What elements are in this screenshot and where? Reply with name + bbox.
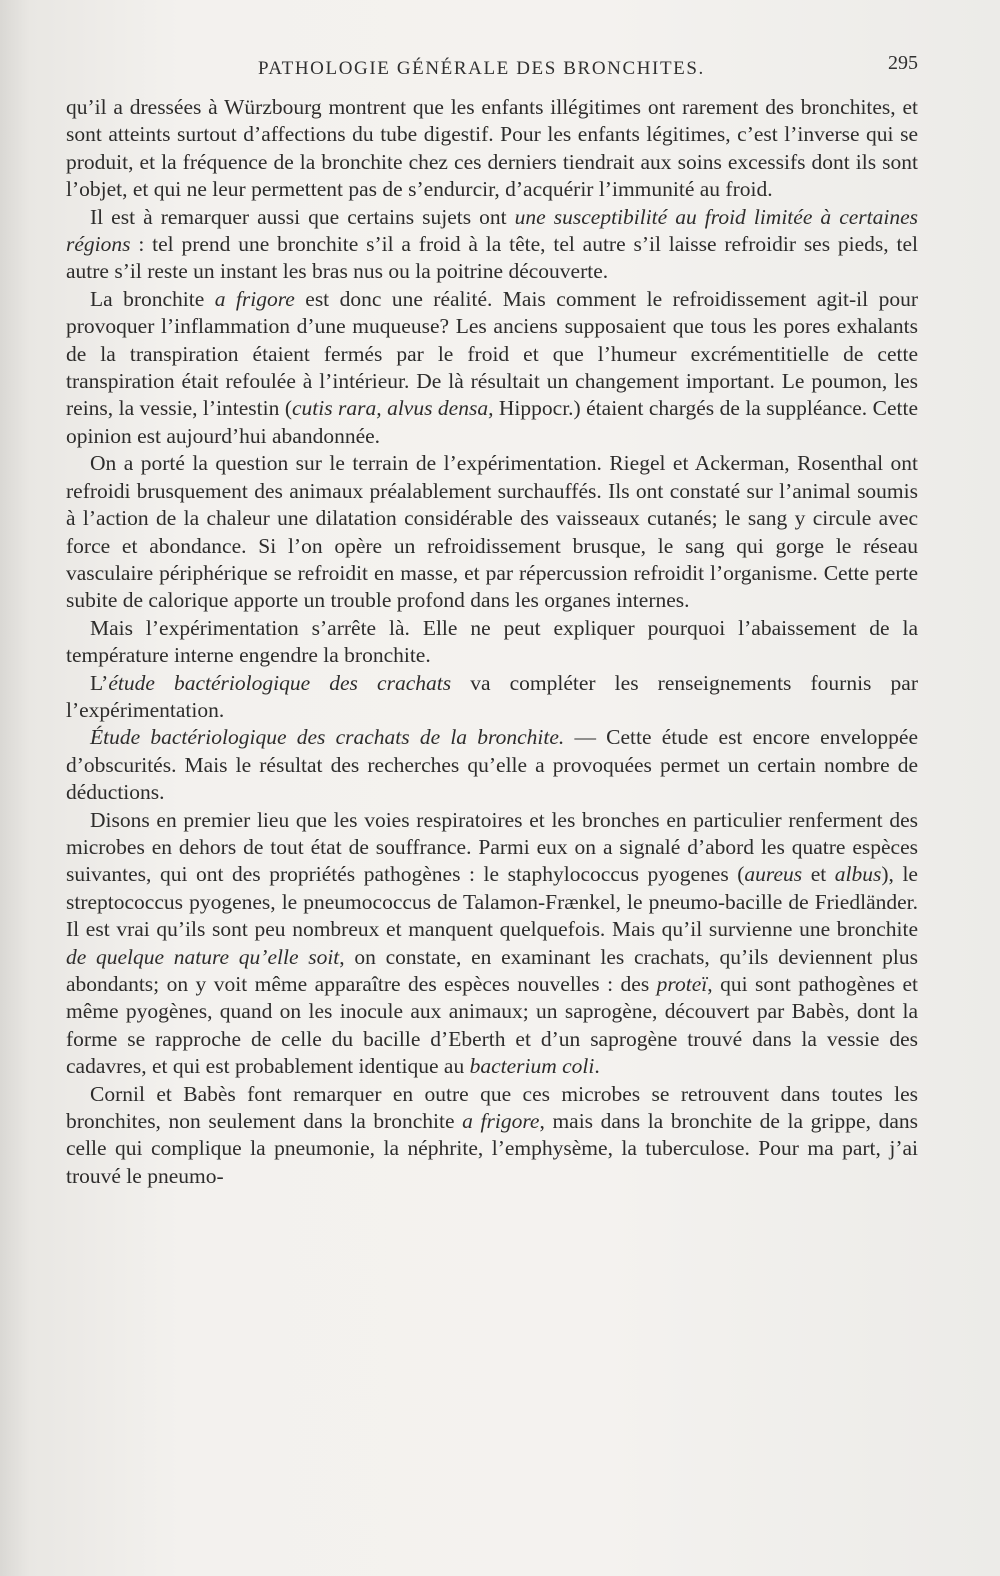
text-run: Il est à remarquer aussi que certains sujets ont: [90, 204, 515, 229]
text-run: On a porté la question sur le terrain de l’expérimentation. Riegel et Ackerman, Rosenthal ont refroidi brusquement des animaux préalablement surchauffés. Ils ont constaté sur l’animal soumis à l’action de la chaleur une dilatation considérable des vaisseaux cutanés; le sang y circule avec force et abondance. Si l’on opère un refroidissement brusque, le sang qui gorge le réseau vasculaire périphérique se refroidit en masse, et par répercussion refroidit l’organisme. Cette perte subite de calorique apporte un trouble profond dans les organes internes.: [66, 451, 918, 613]
text-run: Hippocr.) étaient chargés de la suppléance. Cette opinion est aujourd’hui abandonnée.: [66, 396, 918, 448]
text-run: Mais l’expérimentation s’arrête là. Elle ne peut expliquer pourquoi l’abaissement de la température interne engendre la bronchite.: [66, 615, 918, 668]
page-header: [66, 46, 918, 80]
italic-text: de quelque nature qu’elle soit: [66, 944, 340, 969]
text-run: — Cette étude est encore enveloppée d’obscurités. Mais le résultat des recherches qu’elle a provoquées permet un certain nombre de déductions.: [66, 725, 919, 805]
italic-text: a frigore: [214, 286, 295, 311]
paragraph: [66, 615, 918, 670]
text-run: : tel prend une bronchite s’il a froid à la tête, tel autre s’il laisse refroidir ses pieds, tel autre s’il reste un instant les bras nus ou la poitrine découverte.: [66, 232, 918, 284]
paragraph: [66, 670, 918, 725]
text-run: va compléter les renseignements fournis par l’expérimentation.: [66, 670, 918, 722]
text-run: , on constate, en examinant les crachats, qu’ils deviennent plus abondants; on y voit même apparaître des espèces nouvelles : des: [66, 944, 918, 996]
running-title: PATHOLOGIE GÉNÉRALE DES BRONCHITES.: [258, 58, 705, 79]
text-run: qu’il a dressées à Würzbourg montrent que les enfants illégitimes ont rarement des bronchites, et sont atteints surtout d’affections du tube digestif. Pour les enfants légitimes, c’est l’inverse qui se produit, et la fréquence de la bronchite chez ces derniers tiendrait aux soins excessifs dont ils sont l’objet, et qui ne leur permettent pas de s’endurcir, d’acquérir l’immunité au froid.: [66, 95, 918, 202]
text-run: .: [594, 1054, 600, 1079]
text-run: Disons en premier lieu que les voies respiratoires et les bronches en particulier renferment des microbes en dehors de tout état de souffrance. Parmi eux on a signalé d’abord les quatre espèces suivantes, qui ont des propriétés pathogènes : le staphylococcus pyogenes (: [66, 807, 918, 887]
paragraph: [66, 94, 918, 204]
paragraph: [66, 450, 918, 614]
italic-text: bacterium coli: [469, 1054, 595, 1079]
text-run: et: [802, 862, 835, 887]
italic-text: proteï: [656, 972, 708, 996]
text-run: ), le streptococcus pyogenes, le pneumococcus de Talamon-Frænkel, le pneumo-bacille de Friedländer. Il est vrai qu’ils sont peu nombreux et manquent quelquefois. Mais qu’il survienne une bronchite: [66, 862, 918, 942]
italic-text: albus: [834, 862, 882, 887]
text-run: L’: [90, 670, 109, 695]
italic-text: a frigore: [462, 1109, 540, 1134]
body-text: [66, 94, 918, 1190]
italic-text: Étude bactériologique des crachats de la bronchite.: [90, 725, 565, 750]
paragraph: [66, 204, 918, 286]
paragraph: [66, 1081, 918, 1191]
italic-text: étude bactériologique des crachats: [108, 670, 452, 695]
paragraph: [66, 286, 918, 450]
italic-text: une susceptibilité au froid limitée à certaines régions: [66, 204, 919, 257]
paragraph: [66, 724, 918, 806]
text-run: , qui sont pathogènes et même pyogènes, quand on les inocule aux animaux; un saprogène, découvert par Babès, dont la forme se rapproche de celle du bacille d’Eberth et d’un saprogène trouvé dans la vessie des cadavres, et qui est probablement identique au: [66, 972, 918, 1079]
page-number: 295: [888, 52, 918, 74]
text-run: La bronchite: [90, 286, 215, 311]
text-run: Cornil et Babès font remarquer en outre que ces microbes se retrouvent dans toutes les bronchites, non seulement dans la bronchite: [66, 1081, 918, 1134]
italic-text: aureus: [744, 862, 803, 887]
text-run: est donc une réalité. Mais comment le refroidissement agit-il pour provoquer l’inflammation d’une muqueuse? Les anciens supposaient que tous les pores exhalants de la transpiration étaient fermés par le froid et que l’humeur excrémentitielle de cette transpiration était refoulée à l’intérieur. De là résultait un changement important. Le poumon, les reins, la vessie, l’intestin (: [66, 286, 918, 421]
italic-text: cutis rara, alvus densa,: [291, 396, 494, 421]
text-run: , mais dans la bronchite de la grippe, dans celle qui complique la pneumonie, la néphrite, l’emphysème, la tuberculose. Pour ma part, j’ai trouvé le pneumo-: [66, 1109, 918, 1188]
paragraph: [66, 807, 918, 1081]
page-gutter-shadow: [0, 0, 30, 1576]
